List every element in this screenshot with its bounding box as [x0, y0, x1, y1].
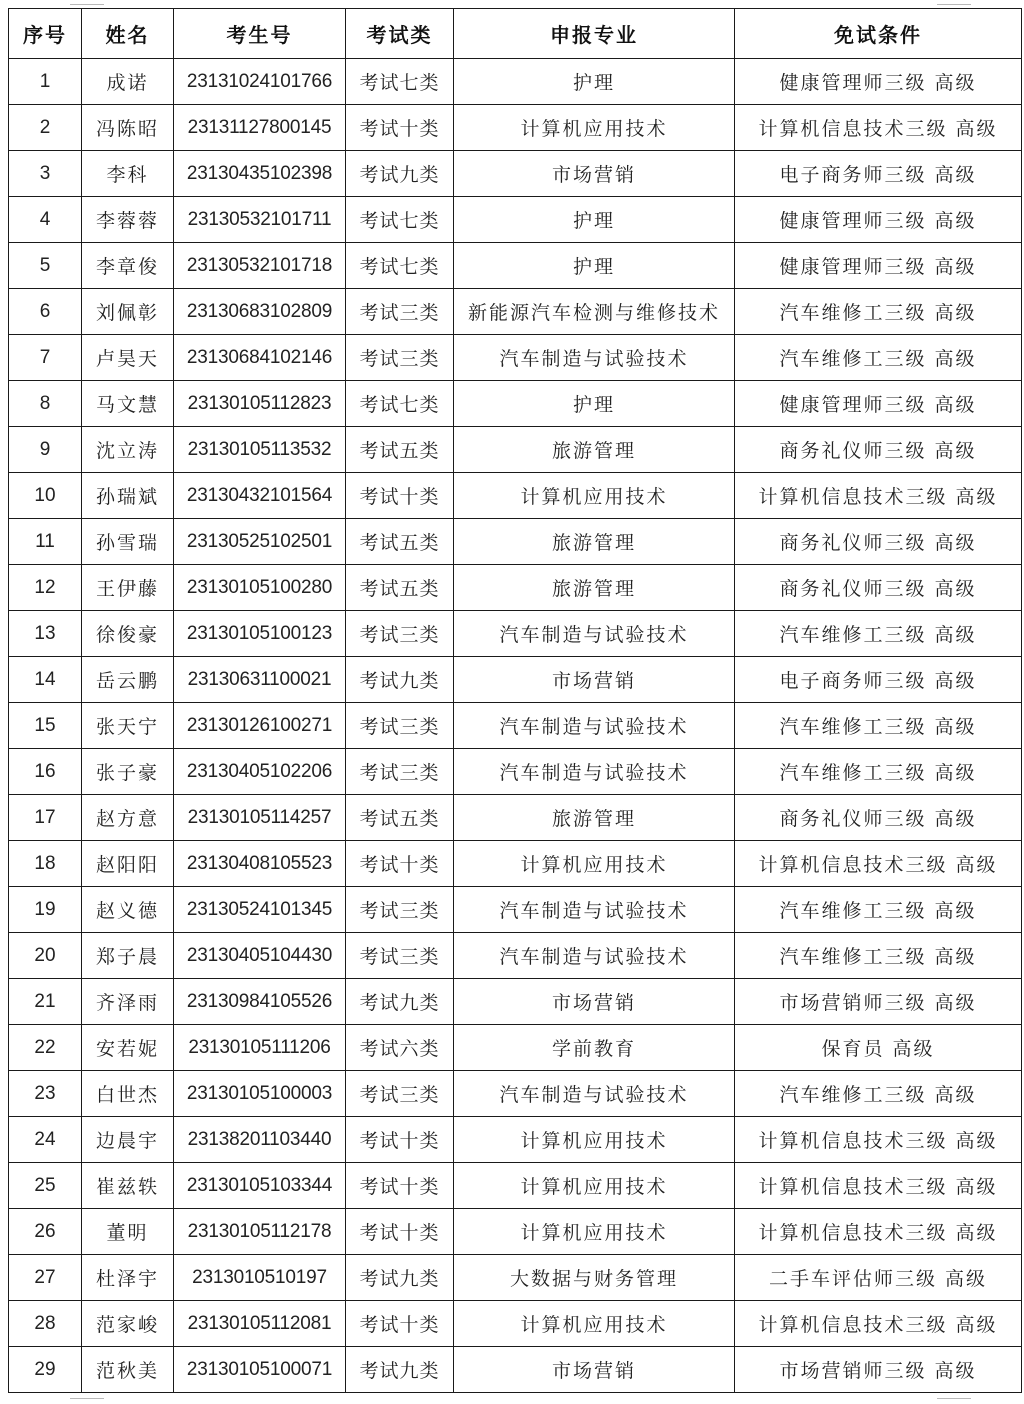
cell-name: 卢昊天	[82, 335, 174, 381]
cell-exam-category: 考试七类	[346, 59, 454, 105]
cell-candidate-id: 23130105100003	[174, 1071, 346, 1117]
cell-exemption-condition: 汽车维修工三级 高级	[735, 703, 1022, 749]
header-exam-category: 考试类	[346, 9, 454, 59]
table-row	[9, 795, 1022, 841]
cell-exemption-condition: 市场营销师三级 高级	[735, 1347, 1022, 1393]
table-row	[9, 1301, 1022, 1347]
cell-exam-category: 考试三类	[346, 1071, 454, 1117]
header-seq: 序号	[9, 9, 82, 59]
cell-exam-category: 考试十类	[346, 1117, 454, 1163]
cell-major: 市场营销	[454, 979, 735, 1025]
cell-candidate-id: 23130405104430	[174, 933, 346, 979]
cell-exam-category: 考试九类	[346, 1255, 454, 1301]
table-row	[9, 105, 1022, 151]
cell-major: 旅游管理	[454, 519, 735, 565]
cell-exam-category: 考试十类	[346, 105, 454, 151]
cell-exemption-condition: 汽车维修工三级 高级	[735, 611, 1022, 657]
cell-seq: 25	[9, 1163, 82, 1209]
cell-exemption-condition: 计算机信息技术三级 高级	[735, 1117, 1022, 1163]
cell-exemption-condition: 计算机信息技术三级 高级	[735, 473, 1022, 519]
cell-major: 市场营销	[454, 657, 735, 703]
cell-name: 李章俊	[82, 243, 174, 289]
cell-name: 齐泽雨	[82, 979, 174, 1025]
table-row	[9, 1071, 1022, 1117]
table-row	[9, 1209, 1022, 1255]
cell-seq: 6	[9, 289, 82, 335]
cell-name: 赵义德	[82, 887, 174, 933]
cell-seq: 17	[9, 795, 82, 841]
cell-exemption-condition: 电子商务师三级 高级	[735, 657, 1022, 703]
cell-candidate-id: 23130984105526	[174, 979, 346, 1025]
table-row	[9, 335, 1022, 381]
cell-major: 旅游管理	[454, 427, 735, 473]
cell-seq: 12	[9, 565, 82, 611]
cell-major: 计算机应用技术	[454, 473, 735, 519]
cell-major: 汽车制造与试验技术	[454, 611, 735, 657]
cell-name: 张天宁	[82, 703, 174, 749]
cell-major: 计算机应用技术	[454, 105, 735, 151]
table-row	[9, 1117, 1022, 1163]
cell-candidate-id: 23130683102809	[174, 289, 346, 335]
cell-major: 护理	[454, 197, 735, 243]
cell-exemption-condition: 汽车维修工三级 高级	[735, 335, 1022, 381]
cell-candidate-id: 23130105112178	[174, 1209, 346, 1255]
table-row	[9, 933, 1022, 979]
cell-exemption-condition: 汽车维修工三级 高级	[735, 933, 1022, 979]
cell-candidate-id: 23130105103344	[174, 1163, 346, 1209]
cell-candidate-id: 2313010510197	[174, 1255, 346, 1301]
cell-seq: 11	[9, 519, 82, 565]
cell-exam-category: 考试九类	[346, 151, 454, 197]
cell-exemption-condition: 商务礼仪师三级 高级	[735, 427, 1022, 473]
cell-exemption-condition: 电子商务师三级 高级	[735, 151, 1022, 197]
cell-exam-category: 考试七类	[346, 243, 454, 289]
cell-seq: 1	[9, 59, 82, 105]
cell-exam-category: 考试十类	[346, 1301, 454, 1347]
cell-name: 安若妮	[82, 1025, 174, 1071]
cell-exemption-condition: 商务礼仪师三级 高级	[735, 795, 1022, 841]
cell-seq: 23	[9, 1071, 82, 1117]
cell-exam-category: 考试六类	[346, 1025, 454, 1071]
cell-exemption-condition: 保育员 高级	[735, 1025, 1022, 1071]
corner-mark-top-left	[70, 0, 104, 5]
cell-major: 护理	[454, 381, 735, 427]
cell-name: 孙瑞斌	[82, 473, 174, 519]
cell-seq: 29	[9, 1347, 82, 1393]
cell-major: 计算机应用技术	[454, 1209, 735, 1255]
cell-exemption-condition: 商务礼仪师三级 高级	[735, 519, 1022, 565]
cell-candidate-id: 23130525102501	[174, 519, 346, 565]
table-row	[9, 381, 1022, 427]
cell-name: 张子豪	[82, 749, 174, 795]
cell-seq: 16	[9, 749, 82, 795]
cell-exam-category: 考试三类	[346, 933, 454, 979]
cell-candidate-id: 23130105113532	[174, 427, 346, 473]
cell-seq: 13	[9, 611, 82, 657]
header-name: 姓名	[82, 9, 174, 59]
cell-candidate-id: 23130105111206	[174, 1025, 346, 1071]
cell-name: 马文慧	[82, 381, 174, 427]
table-row	[9, 243, 1022, 289]
cell-exemption-condition: 计算机信息技术三级 高级	[735, 1209, 1022, 1255]
cell-major: 计算机应用技术	[454, 1117, 735, 1163]
cell-exam-category: 考试九类	[346, 979, 454, 1025]
cell-seq: 2	[9, 105, 82, 151]
cell-major: 汽车制造与试验技术	[454, 749, 735, 795]
cell-major: 计算机应用技术	[454, 1301, 735, 1347]
cell-name: 郑子晨	[82, 933, 174, 979]
table-row	[9, 841, 1022, 887]
cell-major: 汽车制造与试验技术	[454, 703, 735, 749]
cell-name: 董明	[82, 1209, 174, 1255]
cell-exemption-condition: 计算机信息技术三级 高级	[735, 105, 1022, 151]
cell-candidate-id: 23130105100280	[174, 565, 346, 611]
cell-name: 边晨宇	[82, 1117, 174, 1163]
header-row	[9, 9, 1022, 59]
table-row	[9, 887, 1022, 933]
cell-candidate-id: 23130684102146	[174, 335, 346, 381]
cell-seq: 9	[9, 427, 82, 473]
cell-major: 汽车制造与试验技术	[454, 933, 735, 979]
cell-seq: 28	[9, 1301, 82, 1347]
cell-major: 市场营销	[454, 151, 735, 197]
cell-name: 范家峻	[82, 1301, 174, 1347]
cell-exam-category: 考试十类	[346, 1209, 454, 1255]
cell-name: 赵方意	[82, 795, 174, 841]
table-row	[9, 1255, 1022, 1301]
cell-exemption-condition: 计算机信息技术三级 高级	[735, 1163, 1022, 1209]
cell-exam-category: 考试十类	[346, 1163, 454, 1209]
cell-exam-category: 考试十类	[346, 473, 454, 519]
cell-seq: 21	[9, 979, 82, 1025]
cell-exam-category: 考试五类	[346, 565, 454, 611]
cell-name: 刘佩彰	[82, 289, 174, 335]
cell-name: 赵阳阳	[82, 841, 174, 887]
cell-name: 冯陈昭	[82, 105, 174, 151]
cell-exam-category: 考试三类	[346, 703, 454, 749]
cell-seq: 5	[9, 243, 82, 289]
header-candidate-id: 考生号	[174, 9, 346, 59]
cell-major: 汽车制造与试验技术	[454, 1071, 735, 1117]
cell-name: 王伊藤	[82, 565, 174, 611]
table-row	[9, 59, 1022, 105]
cell-major: 护理	[454, 59, 735, 105]
cell-name: 白世杰	[82, 1071, 174, 1117]
table-row	[9, 473, 1022, 519]
table-row	[9, 565, 1022, 611]
cell-candidate-id: 23131024101766	[174, 59, 346, 105]
cell-seq: 22	[9, 1025, 82, 1071]
table-row	[9, 703, 1022, 749]
cell-exam-category: 考试五类	[346, 795, 454, 841]
cell-exemption-condition: 计算机信息技术三级 高级	[735, 1301, 1022, 1347]
cell-exemption-condition: 汽车维修工三级 高级	[735, 887, 1022, 933]
cell-exam-category: 考试九类	[346, 1347, 454, 1393]
cell-candidate-id: 23130105100071	[174, 1347, 346, 1393]
cell-name: 李蓉蓉	[82, 197, 174, 243]
cell-exemption-condition: 汽车维修工三级 高级	[735, 289, 1022, 335]
table-row	[9, 289, 1022, 335]
cell-exam-category: 考试七类	[346, 197, 454, 243]
cell-candidate-id: 23130532101711	[174, 197, 346, 243]
cell-exemption-condition: 健康管理师三级 高级	[735, 243, 1022, 289]
table-header	[9, 9, 1022, 59]
table-row	[9, 519, 1022, 565]
cell-seq: 27	[9, 1255, 82, 1301]
corner-mark-top-right	[937, 0, 971, 5]
cell-name: 岳云鹏	[82, 657, 174, 703]
cell-candidate-id: 23130105112823	[174, 381, 346, 427]
cell-candidate-id: 23130408105523	[174, 841, 346, 887]
cell-name: 范秋美	[82, 1347, 174, 1393]
cell-major: 大数据与财务管理	[454, 1255, 735, 1301]
table-row	[9, 427, 1022, 473]
table-row	[9, 657, 1022, 703]
cell-name: 崔兹轶	[82, 1163, 174, 1209]
table-row	[9, 1025, 1022, 1071]
exam-exemption-table	[8, 8, 1022, 1393]
cell-major: 市场营销	[454, 1347, 735, 1393]
cell-exemption-condition: 计算机信息技术三级 高级	[735, 841, 1022, 887]
cell-candidate-id: 23130405102206	[174, 749, 346, 795]
cell-seq: 3	[9, 151, 82, 197]
cell-candidate-id: 23130432101564	[174, 473, 346, 519]
cell-major: 汽车制造与试验技术	[454, 335, 735, 381]
cell-candidate-id: 23130532101718	[174, 243, 346, 289]
cell-major: 新能源汽车检测与维修技术	[454, 289, 735, 335]
corner-mark-bottom-right	[937, 1398, 971, 1403]
cell-exam-category: 考试三类	[346, 289, 454, 335]
table-row	[9, 1347, 1022, 1393]
cell-seq: 10	[9, 473, 82, 519]
cell-exam-category: 考试三类	[346, 335, 454, 381]
cell-candidate-id: 23130126100271	[174, 703, 346, 749]
cell-major: 计算机应用技术	[454, 841, 735, 887]
table-row	[9, 979, 1022, 1025]
cell-seq: 4	[9, 197, 82, 243]
cell-seq: 19	[9, 887, 82, 933]
cell-candidate-id: 23130631100021	[174, 657, 346, 703]
table-row	[9, 749, 1022, 795]
cell-exemption-condition: 汽车维修工三级 高级	[735, 749, 1022, 795]
cell-exemption-condition: 健康管理师三级 高级	[735, 59, 1022, 105]
table-row	[9, 197, 1022, 243]
cell-exemption-condition: 市场营销师三级 高级	[735, 979, 1022, 1025]
cell-candidate-id: 23130105112081	[174, 1301, 346, 1347]
cell-name: 沈立涛	[82, 427, 174, 473]
cell-seq: 26	[9, 1209, 82, 1255]
cell-candidate-id: 23130435102398	[174, 151, 346, 197]
cell-name: 徐俊豪	[82, 611, 174, 657]
cell-exam-category: 考试三类	[346, 611, 454, 657]
cell-exam-category: 考试五类	[346, 519, 454, 565]
table-body	[9, 59, 1022, 1393]
cell-exam-category: 考试五类	[346, 427, 454, 473]
cell-major: 汽车制造与试验技术	[454, 887, 735, 933]
cell-seq: 7	[9, 335, 82, 381]
cell-major: 旅游管理	[454, 565, 735, 611]
cell-seq: 8	[9, 381, 82, 427]
cell-candidate-id: 23138201103440	[174, 1117, 346, 1163]
cell-exam-category: 考试十类	[346, 841, 454, 887]
cell-name: 孙雪瑞	[82, 519, 174, 565]
cell-exemption-condition: 汽车维修工三级 高级	[735, 1071, 1022, 1117]
cell-exemption-condition: 健康管理师三级 高级	[735, 197, 1022, 243]
cell-major: 学前教育	[454, 1025, 735, 1071]
cell-seq: 20	[9, 933, 82, 979]
cell-exam-category: 考试三类	[346, 887, 454, 933]
table-row	[9, 611, 1022, 657]
corner-mark-bottom-left	[70, 1398, 104, 1403]
cell-candidate-id: 23131127800145	[174, 105, 346, 151]
cell-seq: 18	[9, 841, 82, 887]
cell-major: 计算机应用技术	[454, 1163, 735, 1209]
cell-seq: 15	[9, 703, 82, 749]
table-row	[9, 151, 1022, 197]
cell-name: 李科	[82, 151, 174, 197]
cell-name: 杜泽宇	[82, 1255, 174, 1301]
table-row	[9, 1163, 1022, 1209]
cell-exemption-condition: 健康管理师三级 高级	[735, 381, 1022, 427]
cell-exam-category: 考试七类	[346, 381, 454, 427]
cell-exemption-condition: 二手车评估师三级 高级	[735, 1255, 1022, 1301]
cell-major: 护理	[454, 243, 735, 289]
header-major: 申报专业	[454, 9, 735, 59]
cell-major: 旅游管理	[454, 795, 735, 841]
cell-seq: 24	[9, 1117, 82, 1163]
header-exemption-condition: 免试条件	[735, 9, 1022, 59]
cell-candidate-id: 23130524101345	[174, 887, 346, 933]
cell-seq: 14	[9, 657, 82, 703]
cell-candidate-id: 23130105100123	[174, 611, 346, 657]
cell-candidate-id: 23130105114257	[174, 795, 346, 841]
cell-exam-category: 考试三类	[346, 749, 454, 795]
cell-exam-category: 考试九类	[346, 657, 454, 703]
cell-exemption-condition: 商务礼仪师三级 高级	[735, 565, 1022, 611]
cell-name: 成诺	[82, 59, 174, 105]
